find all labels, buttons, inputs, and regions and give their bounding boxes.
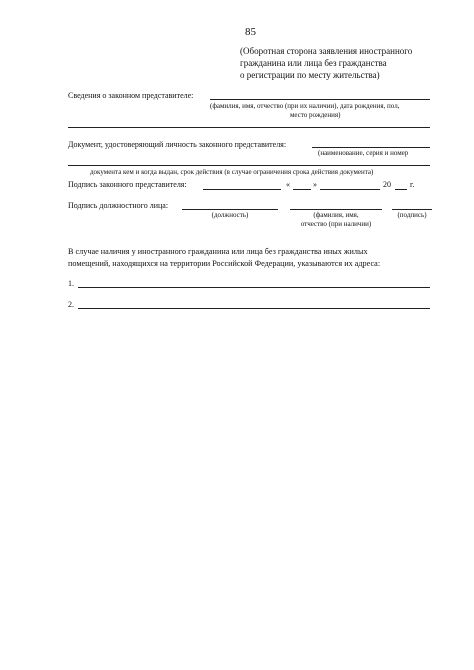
- official-position-hint: (должность): [211, 211, 249, 219]
- rep-signature-field[interactable]: [203, 189, 281, 190]
- legal-rep-label: Сведения о законном представителе:: [68, 91, 194, 100]
- id-doc-field[interactable]: [312, 147, 430, 148]
- official-name-hint-1: (фамилия, имя,: [313, 211, 359, 219]
- official-position-field[interactable]: [182, 209, 278, 210]
- legal-rep-field[interactable]: [210, 99, 430, 100]
- official-signature-label: Подпись должностного лица:: [68, 201, 169, 210]
- address-field-1[interactable]: [78, 287, 430, 288]
- page-number: 85: [245, 26, 256, 38]
- id-doc-label: Документ, удостоверяющий личность законного представителя:: [68, 140, 287, 149]
- addresses-paragraph-line-1: В случае наличия у иностранного гражданина или лица без гражданства иных жилых: [68, 247, 368, 256]
- header-line-3: о регистрации по месту жительства): [240, 70, 380, 80]
- header-line-2: гражданина или лица без гражданства: [240, 58, 387, 68]
- official-name-hint-2: отчество (при наличии): [300, 220, 372, 228]
- date-quote-close: »: [313, 180, 317, 189]
- date-year-suffix: г.: [410, 180, 415, 189]
- official-name-field[interactable]: [290, 209, 382, 210]
- address-item-number: 1.: [68, 279, 74, 288]
- rep-signature-label: Подпись законного представителя:: [68, 180, 187, 189]
- date-year-prefix: 20: [383, 180, 391, 189]
- official-signature-hint: (подпись): [397, 211, 427, 219]
- id-doc-hint-2: документа кем и когда выдан, срок действия (в случае ограничения срока действия документа): [90, 168, 374, 176]
- id-doc-hint-1: (наименование, серия и номер: [318, 149, 409, 157]
- addresses-paragraph-line-2: помещений, находящихся на территории Российской Федерации, указываются их адреса:: [68, 259, 381, 268]
- id-doc-field-continued[interactable]: [68, 165, 430, 166]
- date-quote-open: «: [286, 180, 290, 189]
- date-year-field[interactable]: [395, 189, 407, 190]
- legal-rep-hint-2: место рождения): [290, 111, 341, 119]
- address-item-number: 2.: [68, 300, 74, 309]
- header-line-1: (Оборотная сторона заявления иностранного: [240, 46, 413, 56]
- legal-rep-hint-1: (фамилия, имя, отчество (при их наличии), дата рождения, пол,: [210, 102, 400, 110]
- official-signature-field[interactable]: [392, 209, 432, 210]
- date-month-field[interactable]: [320, 189, 380, 190]
- date-day-field[interactable]: [293, 189, 311, 190]
- legal-rep-field-continued[interactable]: [68, 127, 430, 128]
- address-field-2[interactable]: [78, 308, 430, 309]
